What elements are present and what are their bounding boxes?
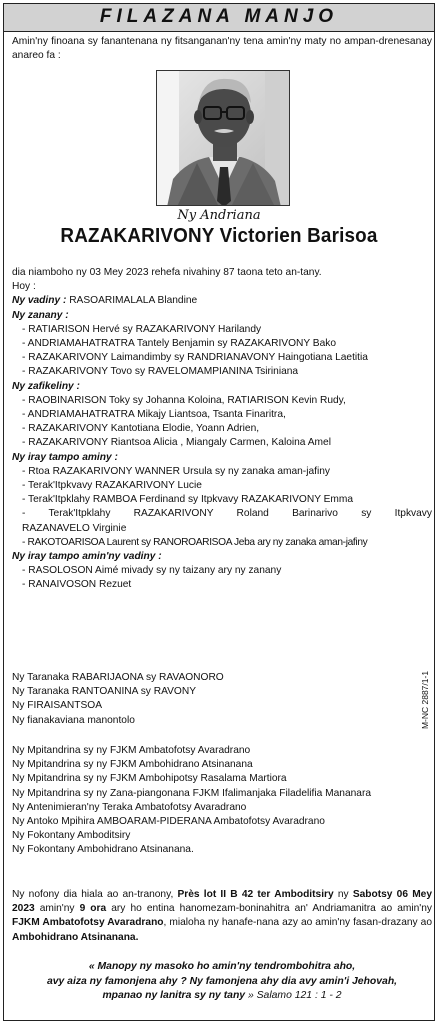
list-item: Ny Fokontany Amboditsiry bbox=[12, 830, 131, 842]
list-item: - Terak'Itpkvavy RAZAKARIVONY Lucie bbox=[22, 480, 202, 492]
obituary-notice bbox=[3, 3, 435, 1021]
list-item: Ny Mpitandrina sy ny FJKM Ambatofotsy Avaradrano bbox=[12, 745, 251, 756]
hoy-label: Hoy : bbox=[12, 281, 36, 293]
funeral-church: FJKM Ambatofotsy Avaradrano bbox=[12, 917, 164, 929]
list-item: - RAZAKARIVONY Tovo sy RAVELOMAMPIANINA Tsiriniana bbox=[22, 366, 299, 378]
portrait-illustration bbox=[157, 71, 290, 206]
quote-line: « Manopy ny masoko ho amin'ny tendrombohitra aho, bbox=[88, 961, 356, 972]
list-item: - Terak'Itpklahy RAZAKARIVONY Roland Barinarivo sy Itpkvavy bbox=[22, 508, 432, 520]
honorific: Ny Andriana bbox=[177, 208, 261, 223]
reference-text: M-NC 2887/1-1 bbox=[419, 670, 430, 730]
funeral-date: Sabotsy 06 Mey 2023 bbox=[12, 889, 433, 915]
funeral-time: 9 ora bbox=[79, 903, 107, 915]
list-item: - RAKOTOARISOA Laurent sy RANOROARISOA Jeba ary ny zanaka aman-jafiny bbox=[22, 536, 368, 548]
header-title: FILAZANA MANJO bbox=[99, 6, 339, 28]
list-item: - Terak'Itpklahy RAMBOA Ferdinand sy Itpkvavy RAZAKARIVONY Emma bbox=[22, 494, 354, 506]
list-item: Ny Mpitandrina sy ny FJKM Ambohipotsy Rasalama Martiora bbox=[12, 773, 287, 785]
portrait-photo bbox=[156, 70, 290, 206]
list-item: - RAZAKARIVONY Laimandimby sy RANDRIANAVONY Haingotiana Laetitia bbox=[22, 352, 368, 364]
funeral-text: , mialoha ny hanafe-nana azy ao amin'ny fasan-drazany ao bbox=[163, 917, 432, 929]
list-item: Ny Mpitandrina sy ny Zana-piangonana FJKM Ifalimanjaka Filadelifia Mananara bbox=[12, 787, 372, 799]
quote-line: avy aiza ny famonjena ahy ? Ny famonjena ahy dia avy amin'i Jehovah, bbox=[46, 975, 398, 987]
grandchildren-label: Ny zafikeliny : bbox=[12, 380, 80, 392]
funeral-text: ary ho entina hanomezam-boninahitra an' Andriamanitra ao amin'ny bbox=[106, 903, 432, 915]
list-item: - Rtoa RAZAKARIVONY WANNER Ursula sy ny zanaka aman-jafiny bbox=[22, 465, 330, 477]
list-item: - RAZAKARIVONY Kantotiana Elodie, Yoann Adrien, bbox=[22, 423, 260, 435]
quote-citation: » Salamo 121 : 1 - 2 bbox=[245, 990, 342, 1002]
list-item: - ANDRIAMAHATRATRA Tantely Benjamin sy RAZAKARIVONY Bako bbox=[22, 338, 337, 350]
children-label: Ny zanany : bbox=[12, 309, 69, 321]
list-item: Ny Fokontany Ambohidrano Atsinanana. bbox=[12, 844, 194, 856]
spouse-siblings-label: Ny iray tampo amin'ny vadiny : bbox=[12, 551, 162, 563]
list-item: Ny Mpitandrina sy ny FJKM Ambohidrano Atsinanana bbox=[12, 759, 253, 771]
funeral-place: Près lot II B 42 ter Amboditsiry bbox=[177, 889, 334, 900]
list-item: - RANAIVOSON Rezuet bbox=[22, 579, 132, 591]
death-notice: dia niamboho ny 03 Mey 2023 rehefa nivahiny 87 taona teto an-tany. bbox=[12, 267, 322, 278]
spouse-row bbox=[12, 294, 432, 308]
funeral-details bbox=[12, 888, 432, 945]
spouse-label: Ny vadiny : bbox=[12, 295, 67, 307]
list-item: Ny fianakaviana manontolo bbox=[12, 714, 135, 726]
list-item: Ny FIRAISANTSOA bbox=[12, 700, 103, 712]
list-item: - ANDRIAMAHATRATRA Mikajy Liantsoa, Tsanta Finaritra, bbox=[22, 409, 286, 421]
list-item: - RAZAKARIVONY Riantsoa Alicia , Miangaly Carmen, Kaloina Amel bbox=[22, 437, 331, 449]
churches-list bbox=[12, 744, 412, 858]
list-item: - RATIARISON Hervé sy RAZAKARIVONY Harilandy bbox=[22, 323, 262, 335]
reference-code bbox=[418, 670, 432, 730]
funeral-text: amin'ny bbox=[34, 903, 80, 915]
list-item: - RASOLOSON Aimé mivady sy ny taizany ary ny zanany bbox=[22, 565, 282, 577]
scripture-quote bbox=[12, 960, 432, 1004]
spouse-name: RASOARIMALALA Blandine bbox=[69, 295, 198, 307]
quote-line: mpanao ny lanitra sy ny tany bbox=[102, 990, 246, 1002]
funeral-text: ny bbox=[333, 889, 353, 900]
intro-text: Amin'ny finoana sy fanantenana ny fitsanganan'ny tena amin'ny maty no ampan-drenesanay anareo fa : bbox=[12, 36, 432, 62]
siblings-label: Ny iray tampo aminy : bbox=[12, 451, 118, 463]
list-item: Ny Antenimieran'ny Teraka Ambatofotsy Avaradrano bbox=[12, 801, 247, 813]
family-list bbox=[12, 266, 432, 593]
header-banner bbox=[4, 4, 434, 32]
list-item: Ny Antoko Mpihira AMBOARAM-PIDERANA Ambatofotsy Avaradrano bbox=[12, 816, 325, 828]
list-item: Ny Taranaka RANTOANINA sy RAVONY bbox=[12, 686, 196, 698]
families-list bbox=[12, 671, 412, 728]
list-item-continuation: RAZANAVELO Virginie bbox=[22, 522, 127, 534]
list-item: - RAOBINARISON Toky sy Johanna Koloina, RATIARISON Kevin Rudy, bbox=[22, 394, 346, 406]
funeral-text: Ny nofony dia hiala ao an-tranony, bbox=[12, 889, 178, 900]
deceased-name: RAZAKARIVONY Victorien Barisoa bbox=[60, 224, 378, 247]
list-item: Ny Taranaka RABARIJAONA sy RAVAONORO bbox=[12, 672, 224, 683]
funeral-tomb: Ambohidrano Atsinanana. bbox=[12, 931, 139, 943]
